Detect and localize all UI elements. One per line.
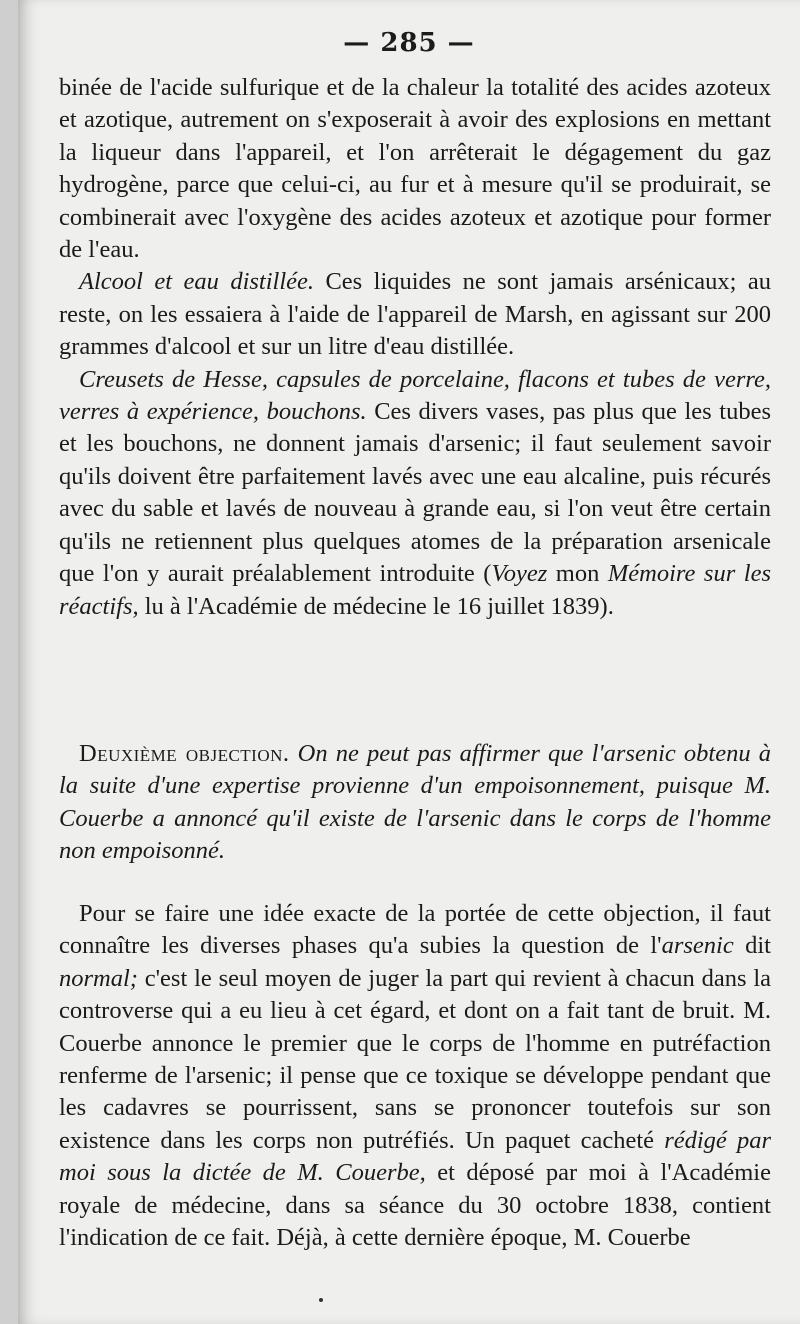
- objection-text: On ne peut pas affirmer que l'arsenic obtenu à la suite d'une expertise provienne d'un empoisonnement, puisque M. Couerbe a annoncé qu'il existe de l'arsenic dans le corps de l'homme non empoisonné.: [59, 740, 771, 865]
- text-run: Pour se faire une idée exacte de la portée de cette objection, il faut connaître les diverses phases qu'a subies la question de l': [59, 900, 771, 960]
- heading-creusets: Creusets de Hesse, capsules de porcelaine, flacons et tubes de verre, verres à expérience, bouchons.: [59, 365, 771, 426]
- text-creusets: Ces divers vases, pas plus que les tubes et les bouchons, ne donnent jamais d'arsenic; il faut seulement savoir qu'ils doivent être parfaitement lavés avec une eau alcaline, puis récurés avec du sable et lavés de nouveau à grande eau, si l'on veut être certain qu'ils ne retiennent plus quelques atomes de la préparation arsenicale que l'on y aurait préalablement introduite (: [59, 398, 772, 588]
- text-block-bottom: [59, 898, 771, 1254]
- ref-mid: mon: [547, 560, 608, 588]
- text-alcool: Ces liquides ne sont jamais arsénicaux; au reste, on les essaiera à l'aide de l'appareil de Marsh, en agissant sur 200 grammes d'alcool et sur un litre d'eau distillée.: [59, 268, 771, 361]
- italic-run: arsenic: [661, 932, 734, 960]
- ref-voyez: Voyez: [491, 560, 548, 588]
- paragraph-alcool: [59, 266, 771, 363]
- objection-paragraph: [59, 738, 771, 868]
- ref-title: Mémoire sur les réactifs,: [59, 560, 771, 620]
- paragraph-continuation: binée de l'acide sulfurique et de la chaleur la totalité des acides azoteux et azotique, autrement on s'exposerait à avoir des explosions en mettant la liqueur dans l'appareil, et l'on arrêterait le dégagement du gaz hydrogène, parce que celui-ci, au fur et à mesure qu'il se produirait, se combinerait avec l'oxygène des acides azoteux et azotique pour former de l'eau.: [59, 74, 771, 264]
- text-run: et déposé par moi à l'Académie royale de médecine, dans sa séance du 30 octobre 1838, contient l'indication de ce fait. Déjà, à cette dernière époque, M. Couerbe: [59, 1159, 771, 1252]
- paragraph-discussion: [59, 898, 771, 1254]
- print-dot: [319, 1298, 323, 1302]
- paragraph-creusets: [59, 364, 771, 623]
- book-page: [18, 0, 800, 1324]
- heading-alcool: Alcool et eau distillée.: [79, 268, 315, 296]
- text-block-top: [59, 72, 771, 623]
- italic-run: rédigé par moi sous la dictée de M. Couerbe,: [59, 1126, 772, 1187]
- text-run: dit: [733, 932, 771, 960]
- italic-run: normal;: [59, 964, 138, 992]
- ref-end: lu à l'Académie de médecine le 16 juillet 1839).: [138, 592, 614, 620]
- objection-block: [59, 738, 771, 868]
- text-run: c'est le seul moyen de juger la part qui revient à chacun dans la controverse qui a eu lieu à cet égard, et dont on a fait tant de bruit. M. Couerbe annonce le premier que le corps de l'homme en putréfaction renferme de l'arsenic; il pense que ce toxique se développe pendant que les cadavres se pourrissent, sans se prononcer toutefois sur son existence dans les corps non putréfiés. Un paquet cacheté: [59, 964, 771, 1154]
- page-number: — 285 —: [343, 28, 475, 58]
- objection-label: Deuxième objection.: [79, 740, 290, 767]
